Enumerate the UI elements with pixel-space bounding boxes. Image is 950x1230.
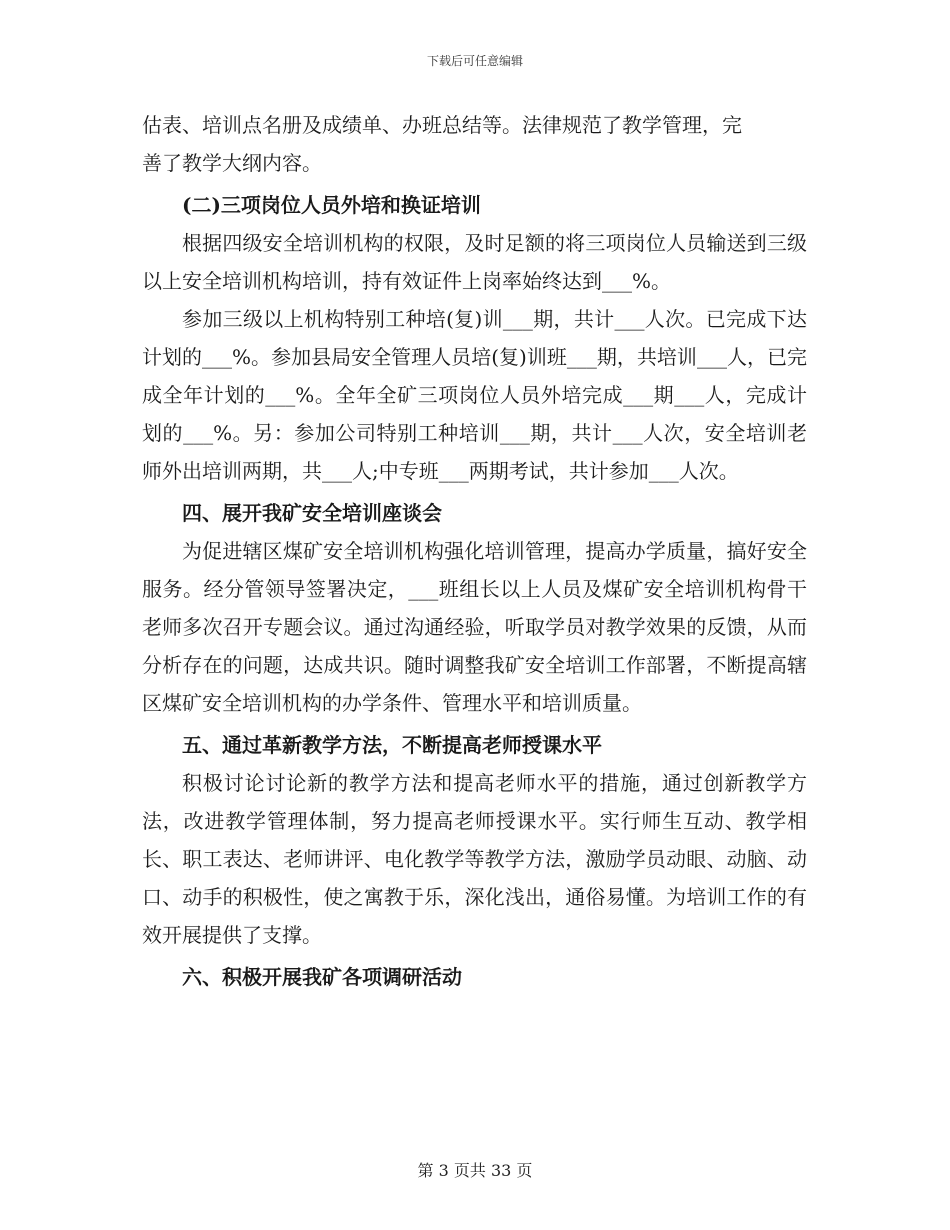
section-heading: 六、积极开展我矿各项调研活动 (182, 965, 462, 989)
paragraph: 参加三级以上机构特别工种培(复)训___期，共计___人次。已完成下达计划的___%。参加县局安全管理人员培(复)训班___期，共培训___人，已完成全年计划的___%。全年全矿三项岗位人员外培完成___期___人，完成计划的___%。另：参加公司特别工种培训___期，共计___人次，安全培训老师外出培训两期，共___人;中专班___两期考试，共计参加___人次。 (142, 307, 807, 483)
section-heading: 四、展开我矿安全培训座谈会 (182, 501, 442, 525)
document-body (142, 106, 807, 996)
section-heading: 五、通过革新教学方法，不断提高老师授课水平 (182, 733, 602, 757)
section-heading: (二)三项岗位人员外培和换证培训 (182, 193, 481, 217)
paragraph-line: 善了教学大纲内容。 (142, 151, 322, 175)
paragraph: 根据四级安全培训机构的权限，及时足额的将三项岗位人员输送到三级以上安全培训机构培训，持有效证件上岗率始终达到___%。 (142, 231, 807, 293)
page-header: 下载后可任意编辑 (426, 54, 523, 68)
page-footer: 第 3 页共 33 页 (417, 1161, 533, 1180)
paragraph: 积极讨论讨论新的教学方法和提高老师水平的措施，通过创新教学方法，改进教学管理体制，努力提高老师授课水平。实行师生互动、教学相长、职工表达、老师讲评、电化教学等教学方法，激励学员动眼、动脑、动口、动手的积极性，使之寓教于乐，深化浅出，通俗易懂。为培训工作的有效开展提供了支撑。 (142, 771, 807, 947)
paragraph: 为促进辖区煤矿安全培训机构强化培训管理，提高办学质量，搞好安全服务。经分管领导签署决定，___班组长以上人员及煤矿安全培训机构骨干老师多次召开专题会议。通过沟通经验，听取学员对教学效果的反馈，从而分析存在的问题，达成共识。随时调整我矿安全培训工作部署，不断提高辖区煤矿安全培训机构的办学条件、管理水平和培训质量。 (142, 539, 807, 715)
paragraph-line: 估表、培训点名册及成绩单、办班总结等。法律规范了教学管理，完 (142, 113, 742, 137)
